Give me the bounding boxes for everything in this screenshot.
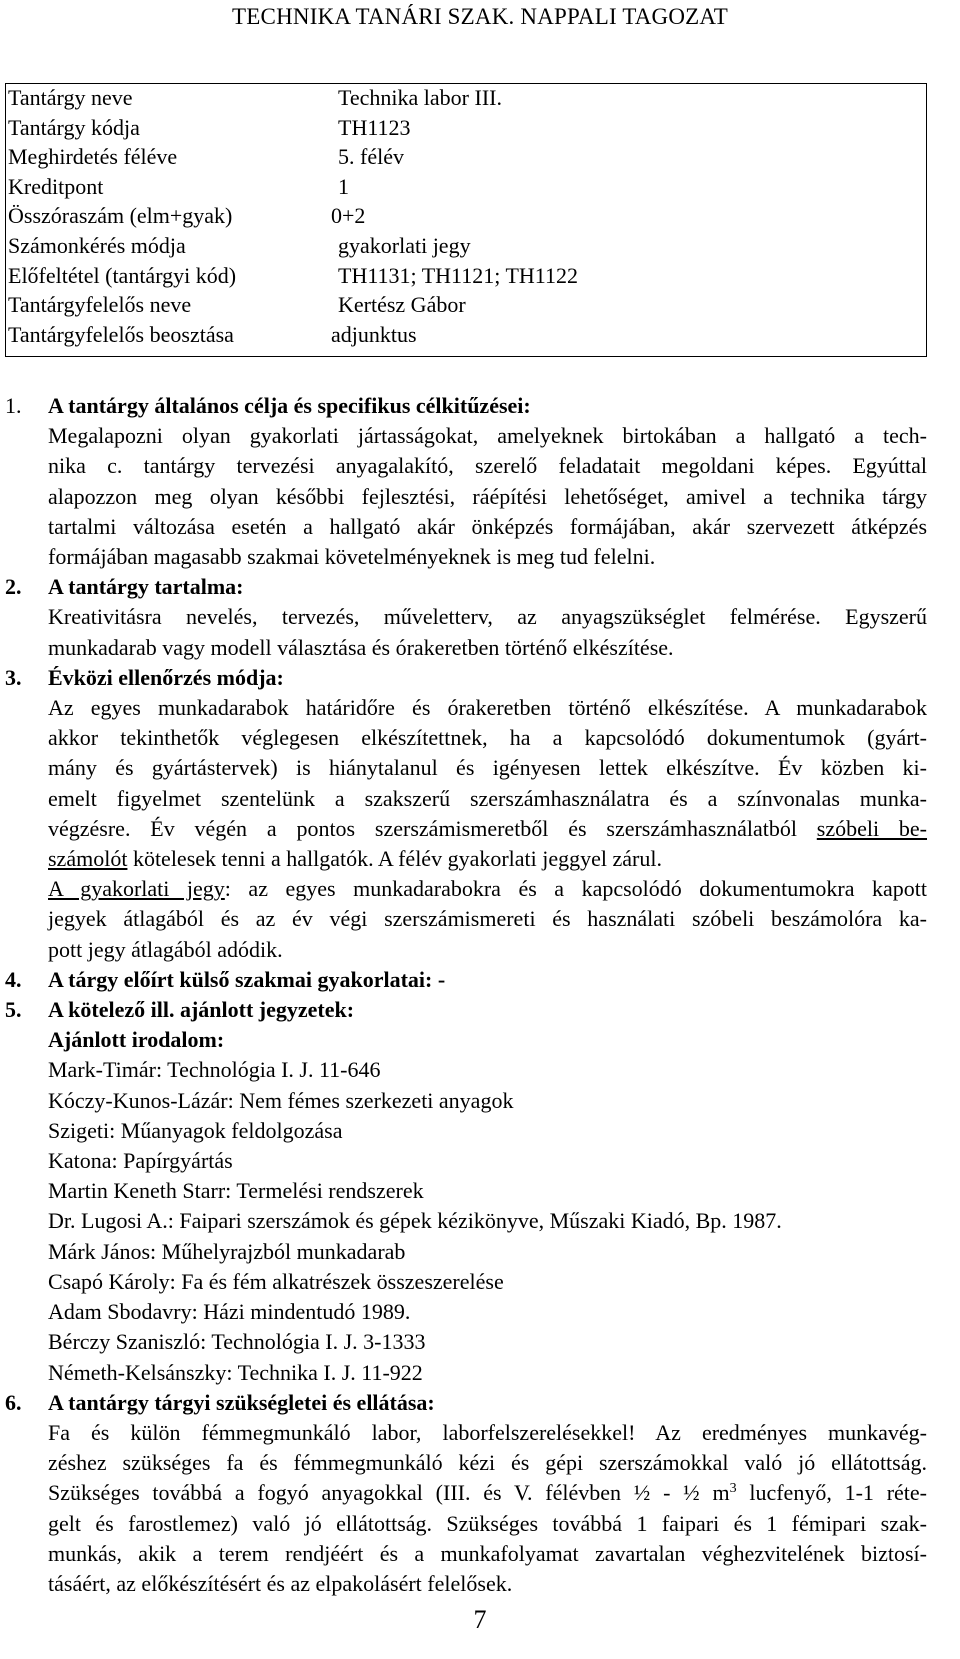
- course-info-value: 1: [338, 173, 349, 199]
- literature-item: Bérczy Szaniszló: Technológia I. J. 3-1333: [48, 1329, 426, 1355]
- syllabus-content: [5, 391, 927, 1599]
- course-info-value: TH1123: [338, 114, 411, 140]
- section-6-heading: 6. A tantárgy tárgyi szükségletei és ellátása:: [5, 1389, 435, 1415]
- page-number: 7: [473, 1605, 487, 1634]
- literature-item: Dr. Lugosi A.: Faipari szerszámok és gépek kézikönyve, Műszaki Kiadó, Bp. 1987.: [48, 1208, 782, 1234]
- course-info-value: adjunktus: [331, 321, 417, 347]
- section-6-title: A tantárgy tárgyi szükségletei és ellátása:: [48, 1389, 435, 1415]
- course-info-value: TH1131; TH1121; TH1122: [338, 262, 578, 288]
- section-2-text: Kreativitásra nevelés, tervezés, műveletterv, az anyagszükséglet felmérése. Egyszerű munkadarab vagy modell választása és órakeretben történő elkészítése.: [48, 604, 927, 660]
- section-1-title: A tantárgy általános célja és specifikus célkitűzései:: [48, 393, 531, 418]
- literature-item: Németh-Kelsánszky: Technika I. J. 11-922: [48, 1359, 423, 1385]
- recommended-literature-heading: Ajánlott irodalom:: [48, 1027, 225, 1053]
- literature-list: [5, 1055, 927, 1387]
- section-4-title: A tárgy előírt külső szakmai gyakorlatai: -: [48, 966, 446, 992]
- literature-item: Martin Keneth Starr: Termelési rendszerek: [48, 1178, 424, 1204]
- section-4-heading: 4. A tárgy előírt külső szakmai gyakorlatai: -: [5, 966, 446, 992]
- course-info-label: Meghirdetés féléve: [8, 144, 178, 170]
- course-info-label: Tantárgy kódja: [8, 114, 140, 140]
- course-info-label: Kreditpont: [8, 173, 104, 199]
- section-5-title: A kötelező ill. ajánlott jegyzetek:: [48, 997, 355, 1023]
- course-info-value: 0+2: [331, 203, 366, 229]
- section-3-title: Évközi ellenőrzés módja:: [48, 664, 284, 690]
- literature-item: Kóczy-Kunos-Lázár: Nem fémes szerkezeti anyagok: [48, 1087, 514, 1113]
- course-info-label: Összóraszám (elm+gyak): [8, 203, 233, 229]
- literature-item: Szigeti: Műanyagok feldolgozása: [48, 1117, 343, 1143]
- course-info-value: gyakorlati jegy: [338, 233, 471, 258]
- literature-item: Adam Sbodavry: Házi mindentudó 1989.: [48, 1299, 411, 1325]
- course-info-label: Tantárgyfelelős beosztása: [8, 321, 234, 347]
- course-info-label: Számonkérés módja: [8, 233, 186, 258]
- section-6-text: Fa és külön fémmegmunkáló labor, laborfelszerelésekkel! Az eredményes munkavég- zéshez szükséges fa és fémmegmunkáló kézi és gépi szerszámokkal való jó ellátottság. Szükséges továbbá a fogyó anyagokkal (III. és V. félévben ½ - ½ $m^3$ lucfenyő, 1-1 réte- gelt és farostlemez) való jó ellátottság. Szükséges továbbá 1 faipari és 1 fémipari szak- munkás, akik a terem rendjéért és a munkafolyamat zavartalan véghezvitelének biztosí- tásáért, az előkészítésért és az elpakolásért felelősek.: [48, 1419, 927, 1596]
- course-info-value: Technika labor III.: [338, 85, 502, 110]
- literature-item: Márk János: Műhelyrajzból munkadarab: [48, 1238, 406, 1264]
- course-info-value: 5. félév: [338, 144, 404, 170]
- section-1-text: Megalapozni olyan gyakorlati jártasságokat, amelyeknek birtokában a hallgató a tech- nika c. tantárgy tervezési anyagalakító, szerelő feladatait megoldani képes. Egyúttal alapozzon meg olyan későbbi fejlesztési, ráépítési lehetőséget, amivel a technika tárgy tartalmi változása esetén a hallgató akár önképzés formájában, akár szervezett átképzés formájában magasabb szakmai követelményeknek is meg tud felelni.: [48, 423, 927, 570]
- course-info-label: Előfeltétel (tantárgyi kód): [8, 262, 237, 288]
- literature-item: Mark-Timár: Technológia I. J. 11-646: [48, 1057, 381, 1083]
- section-1-heading: 1. A tantárgy általános célja és specifikus célkitűzései:: [5, 393, 531, 418]
- course-info-label: Tantárgy neve: [8, 85, 133, 110]
- section-2-heading: 2. A tantárgy tartalma:: [5, 574, 244, 600]
- grade-description: A gyakorlati jegy: az egyes munkadarabokra és a kapcsolódó dokumentumokra kapott: [48, 876, 928, 902]
- section-5-heading: 5. A kötelező ill. ajánlott jegyzetek:: [5, 997, 355, 1023]
- page-header: TECHNIKA TANÁRI SZAK. NAPPALI TAGOZAT: [232, 4, 728, 29]
- course-info-label: Tantárgyfelelős neve: [8, 292, 192, 318]
- section-3-heading: 3. Évközi ellenőrzés módja:: [5, 664, 284, 690]
- section-3-text: Az egyes munkadarabok határidőre és órakeretben történő elkészítése. A munkadarabok akkor tekinthetők véglegesen elkészítettnek, ha a kapcsolódó dokumentumok (gyárt- mány és gyártástervek) is hiánytalanul és igényesen lettek elkészítve. Év közben ki- emelt figyelmet szentelünk a szakszerű szerszámhasználatra és a színvonalas munka- végzésre. Év végén a pontos szerszámismeretből és szerszámhasználatból szóbeli be- számolót kötelesek tenni a hallgatók. A félév gyakorlati jeggyel zárul. A gyakorlati jegy: az egyes munkadarabokra és a kapcsolódó dokumentumokra kapott jegyek átlagából és az év végi szerszámismereti és használati szóbeli beszámolóra ka- pott jegy átlagából adódik.: [48, 695, 928, 962]
- literature-item: Csapó Károly: Fa és fém alkatrészek összeszerelése: [48, 1268, 504, 1294]
- literature-item: Katona: Papírgyártás: [48, 1148, 233, 1174]
- course-info-value: Kertész Gábor: [338, 292, 466, 318]
- section-2-title: A tantárgy tartalma:: [48, 574, 244, 600]
